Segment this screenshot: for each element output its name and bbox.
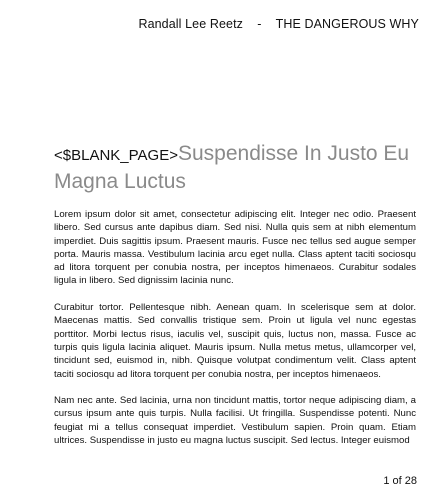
paragraph: Curabitur tortor. Pellentesque nibh. Aenean quam. In scelerisque sem at dolor. Maecenas mattis. Sed convallis tristique sem. Proin ut ligula vel nunc egestas porttitor. Morbi lectus risus, iaculis vel, suscipit quis, luctus non, massa. Fusce ac turpis quis ligula lacinia aliquet. Mauris ipsum. Nulla metus metus, ullamcorper vel, tincidunt sed, euismod in, nibh. Quisque volutpat condimentum velit. Class aptent taciti sociosqu ad litora torquent per conubia nostra, per inceptos himenaeos. [54,302,416,380]
body-text [54,208,416,461]
chapter-title [54,141,434,197]
paragraph: Nam nec ante. Sed lacinia, urna non tincidunt mattis, tortor neque adipiscing diam, a cursus ipsum ante quis turpis. Nulla facilisi. Ut fringilla. Suspendisse potenti. Nunc feugiat mi a tellus consequat imperdiet. Vestibulum sapien. Proin quam. Etiam ultrices. Suspendisse in justo eu magna luctus suscipit. Sed lectus. Integer euismod [54,395,416,447]
running-header: Randall Lee Reetz - THE DANGEROUS WHY [138,17,419,31]
blank-page-marker: <$BLANK_PAGE> [54,147,178,164]
paragraph: Lorem ipsum dolor sit amet, consectetur adipiscing elit. Integer nec odio. Praesent libero. Sed cursus ante dapibus diam. Sed nisi. Nulla quis sem at nibh elementum imperdiet. Duis sagittis ipsum. Praesent mauris. Fusce nec tellus sed augue semper porta. Mauris massa. Vestibulum lacinia arcu eget nulla. Class aptent taciti sociosqu ad litora torquent per conubia nostra, per inceptos himenaeos. Curabitur sodales ligula in libero. Sed dignissim lacinia nunc. [54,209,416,287]
page-number: 1 of 28 [383,475,417,487]
chapter-heading: Suspendisse In Justo Eu Magna Luctus [54,142,410,193]
